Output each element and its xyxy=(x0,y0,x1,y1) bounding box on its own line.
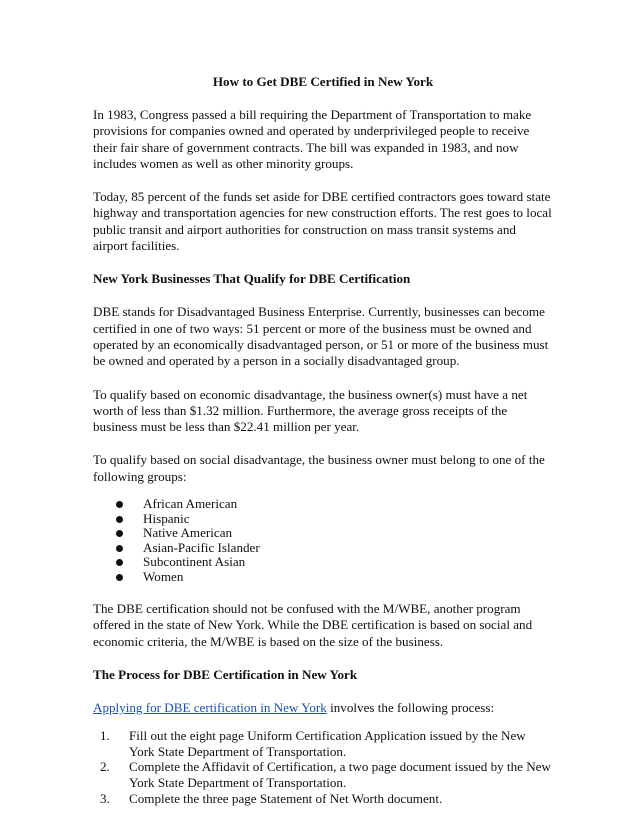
step-text: Fill out the eight page Uniform Certification Application issued by the New York State Department of Transportation. xyxy=(129,728,526,759)
intro-paragraph-1: In 1983, Congress passed a bill requiring the Department of Transportation to make provisions for companies owned and operated by underprivileged people to receive their fair share of government contracts. The bill was expanded in 1983, and now includes women as well as other minority groups. xyxy=(93,107,532,171)
bullet-icon xyxy=(116,516,123,523)
bullet-icon xyxy=(116,501,123,508)
step-number: 2. xyxy=(100,759,110,775)
groups-list xyxy=(93,497,553,584)
bullet-icon xyxy=(116,559,123,566)
document-page xyxy=(93,74,553,806)
process-link[interactable]: Applying for DBE certification in New York xyxy=(93,699,327,715)
list-item xyxy=(93,791,553,807)
group-label: Native American xyxy=(143,525,233,541)
step-number: 1. xyxy=(100,728,110,744)
group-label: Asian-Pacific Islander xyxy=(143,539,260,555)
list-item xyxy=(93,759,553,790)
group-label: Hispanic xyxy=(143,510,190,526)
step-text: Complete the three page Statement of Net Worth document. xyxy=(129,790,443,806)
list-item xyxy=(116,555,553,570)
qualify-paragraph-2: To qualify based on economic disadvantage, the business owner(s) must have a net worth of less than $1.32 million. Furthermore, the average gross receipts of the business must be less than $22.41 million per year. xyxy=(93,386,528,435)
group-label: African American xyxy=(143,496,238,512)
intro-paragraph-2: Today, 85 percent of the funds set aside for DBE certified contractors goes toward state highway and transportation agencies for new construction efforts. The rest goes to local public transit and airport authorities for construction on mass transit systems and airport facilities. xyxy=(93,189,552,254)
qualify-paragraph-3: To qualify based on social disadvantage, the business owner must belong to one of the following groups: xyxy=(93,452,545,484)
step-text: Complete the Affidavit of Certification, a two page document issued by the New York State Department of Transportation. xyxy=(129,759,551,791)
group-label: Subcontinent Asian xyxy=(143,554,246,570)
list-item xyxy=(116,512,553,527)
list-item xyxy=(116,570,553,585)
list-item xyxy=(116,541,553,556)
mwbe-paragraph: The DBE certification should not be confused with the M/WBE, another program offered in the state of New York. While the DBE certification is based on social and economic criteria, the M/WBE is based on the size of the business. xyxy=(93,601,533,649)
step-number: 3. xyxy=(100,790,110,806)
process-intro xyxy=(93,700,553,716)
qualify-paragraph-1: DBE stands for Disadvantaged Business Enterprise. Currently, businesses can become certified in one of two ways: 51 percent or more of the business must be owned and operated by an economically disadvantaged person, or 51 or more of the business must be owned and operated by a person in a socially disadvantaged group. xyxy=(93,304,549,369)
list-item xyxy=(116,497,553,512)
process-intro-text: involves the following process: xyxy=(326,699,495,715)
list-item xyxy=(116,526,553,541)
bullet-icon xyxy=(116,574,123,581)
document-title: How to Get DBE Certified in New York xyxy=(212,74,434,89)
bullet-icon xyxy=(116,530,123,537)
process-steps-list xyxy=(93,728,553,806)
group-label: Women xyxy=(143,568,184,584)
bullet-icon xyxy=(116,545,123,552)
section-heading-qualify: New York Businesses That Qualify for DBE Certification xyxy=(93,271,411,287)
list-item xyxy=(93,728,553,759)
section-heading-process: The Process for DBE Certification in New York xyxy=(93,666,358,682)
